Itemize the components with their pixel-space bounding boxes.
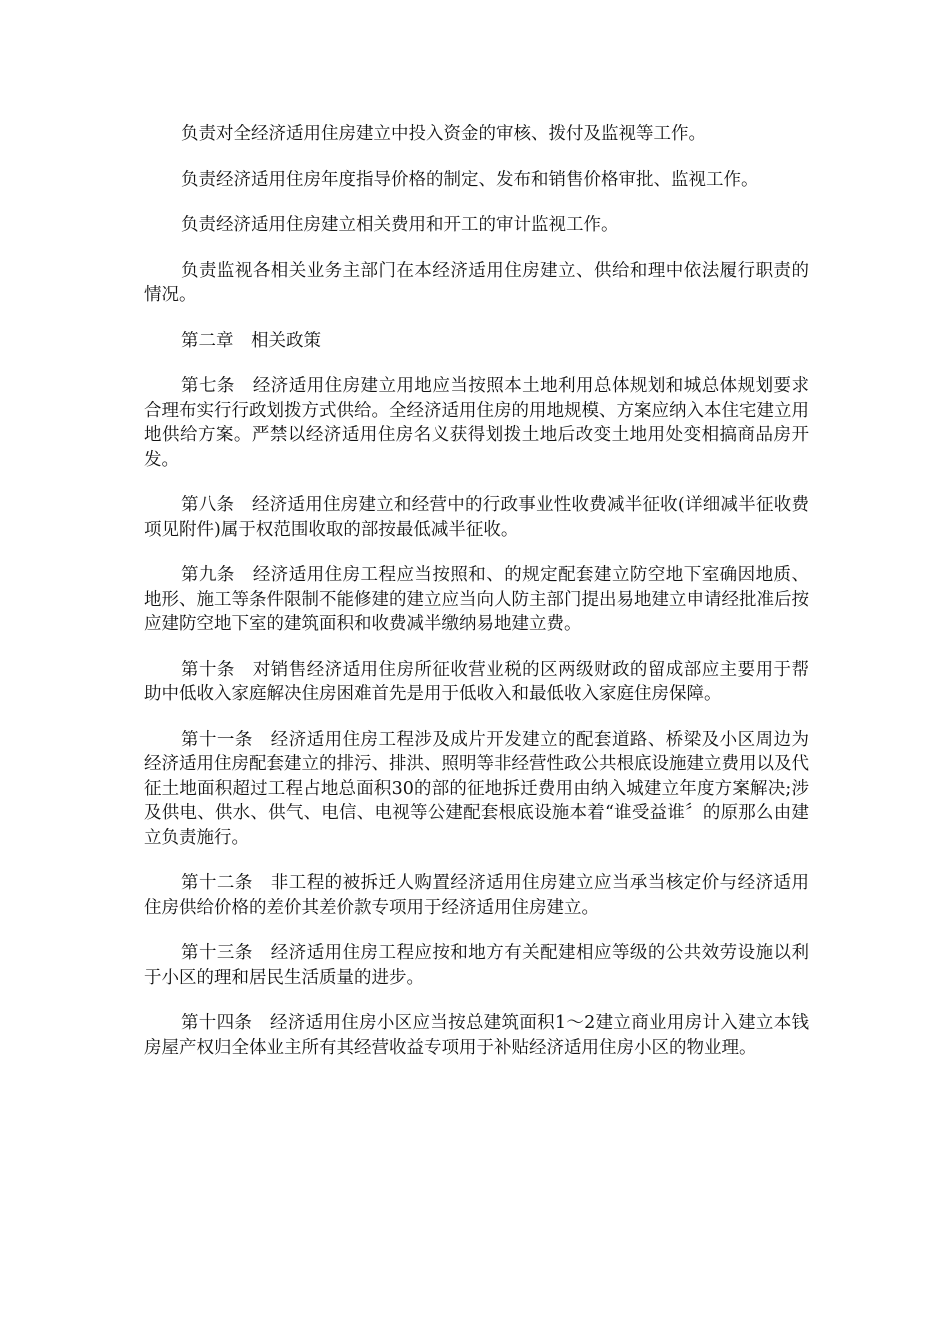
document-body: [144, 122, 809, 1081]
article-9: 第九条 经济适用住房工程应当按照和、的规定配套建立防空地下室确因地质、地形、施工等条件限制不能修建的建立应当向人防主部门提出易地建立申请经批准后按应建防空地下室的建筑面积和收费减半缴纳易地建立费。: [144, 565, 809, 634]
paragraph-department-supervision: 负责监视各相关业务主部门在本经济适用住房建立、供给和理中依法履行职责的情况。: [144, 260, 809, 305]
paragraph-fund-review: 负责对全经济适用住房建立中投入资金的审核、拨付及监视等工作。: [181, 124, 706, 144]
article-8: 第八条 经济适用住房建立和经营中的行政事业性收费减半征收(详细减半征收费项见附件)属于权范围收取的部按最低减半征收。: [144, 495, 809, 540]
article-10: 第十条 对销售经济适用住房所征收营业税的区两级财政的留成部应主要用于帮助中低收入家庭解决住房困难首先是用于低收入和最低收入家庭住房保障。: [144, 659, 809, 704]
article-14: 第十四条 经济适用住房小区应当按总建筑面积1～2建立商业用房计入建立本钱房屋产权归全体业主所有其经营收益专项用于补贴经济适用住房小区的物业理。: [144, 1013, 809, 1058]
article-13: 第十三条 经济适用住房工程应按和地方有关配建相应等级的公共效劳设施以利于小区的理和居民生活质量的进步。: [144, 943, 809, 988]
paragraph-price-guidance: 负责经济适用住房年度指导价格的制定、发布和销售价格审批、监视工作。: [181, 169, 759, 190]
article-7: 第七条 经济适用住房建立用地应当按照本土地利用总体规划和城总体规划要求合理布实行行政划拨方式供给。全经济适用住房的用地规模、方案应纳入本住宅建立用地供给方案。严禁以经济适用住房名义获得划拨土地后改变土地用处变相搞商品房开发。: [144, 376, 809, 470]
article-11: 第十一条 经济适用住房工程涉及成片开发建立的配套道路、桥梁及小区周边为经济适用住房配套建立的排污、排洪、照明等非经营性政公共根底设施建立费用以及代征土地面积超过工程占地总面积30的部的征地拆迁费用由纳入城建立年度方案解决;涉及供电、供水、供气、电信、电视等公建配套根底设施本着“谁受益谁〞的原那么由建立负责施行。: [144, 729, 809, 848]
article-12: 第十二条 非工程的被拆迁人购置经济适用住房建立应当承当核定价与经济适用住房供给价格的差价其差价款专项用于经济适用住房建立。: [144, 873, 809, 918]
chapter-heading: 第二章 相关政策: [181, 330, 321, 351]
paragraph-audit-supervision: 负责经济适用住房建立相关费用和开工的审计监视工作。: [181, 215, 619, 235]
